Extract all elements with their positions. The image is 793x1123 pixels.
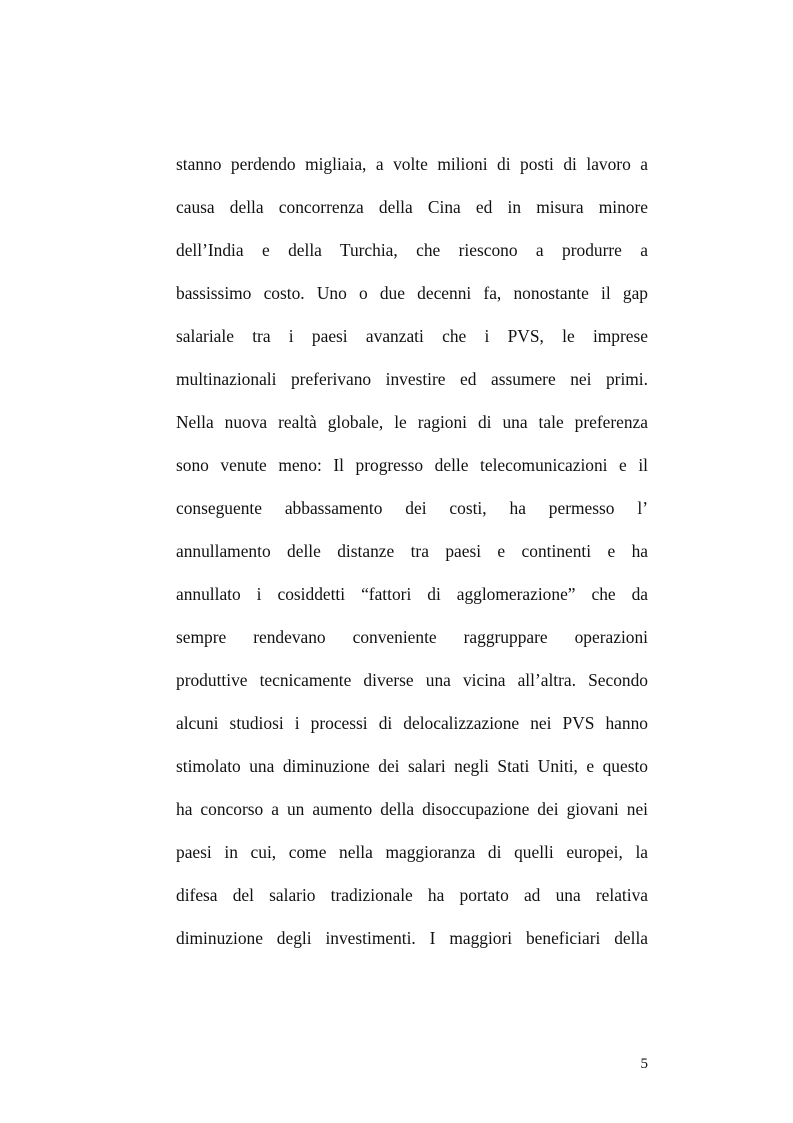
text-line: causa della concorrenza della Cina ed in misura minore <box>176 197 648 217</box>
text-line: stanno perdendo migliaia, a volte milioni di posti di lavoro a <box>176 154 648 174</box>
text-line: multinazionali preferivano investire ed assumere nei primi. <box>176 369 648 389</box>
page-number: 5 <box>640 1056 648 1072</box>
text-line: sempre rendevano conveniente raggruppare operazioni <box>176 627 648 647</box>
text-line: produttive tecnicamente diverse una vicina all’altra. Secondo <box>176 670 648 690</box>
text-line: salariale tra i paesi avanzati che i PVS, le imprese <box>176 326 648 346</box>
text-line: sono venute meno: Il progresso delle telecomunicazioni e il <box>176 455 648 475</box>
text-line: conseguente abbassamento dei costi, ha permesso l’ <box>176 498 648 518</box>
text-line: difesa del salario tradizionale ha portato ad una relativa <box>176 885 648 905</box>
text-line: Nella nuova realtà globale, le ragioni di una tale preferenza <box>176 412 648 432</box>
body-text <box>176 143 648 960</box>
text-line: alcuni studiosi i processi di delocalizzazione nei PVS hanno <box>176 713 648 733</box>
text-line: annullato i cosiddetti “fattori di agglomerazione” che da <box>176 584 648 604</box>
text-line: paesi in cui, come nella maggioranza di quelli europei, la <box>176 842 648 862</box>
text-line: diminuzione degli investimenti. I maggiori beneficiari della <box>176 928 648 948</box>
text-line: bassissimo costo. Uno o due decenni fa, nonostante il gap <box>176 283 648 303</box>
text-line: stimolato una diminuzione dei salari negli Stati Uniti, e questo <box>176 756 648 776</box>
text-line: ha concorso a un aumento della disoccupazione dei giovani nei <box>176 799 648 819</box>
text-line: annullamento delle distanze tra paesi e continenti e ha <box>176 541 648 561</box>
text-line: dell’India e della Turchia, che riescono a produrre a <box>176 240 648 260</box>
